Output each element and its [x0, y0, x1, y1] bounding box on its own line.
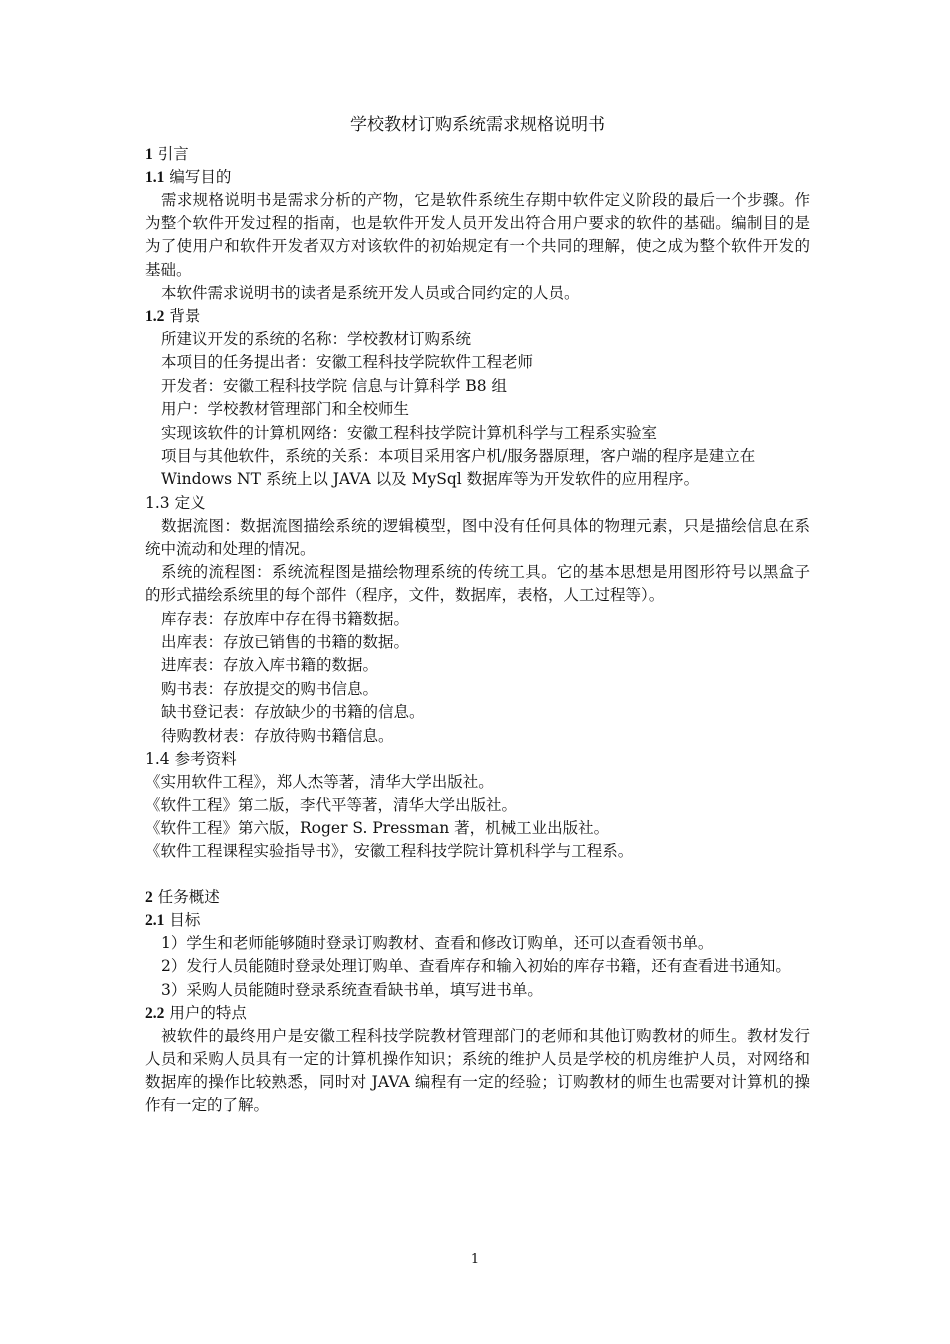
section-1-heading [145, 143, 810, 166]
section-number: 1.1 [145, 169, 165, 186]
background-item: 所建议开发的系统的名称：学校教材订购系统 [161, 330, 472, 349]
section-number: 2.2 [145, 1004, 165, 1022]
paragraph: 系统的流程图：系统流程图是描绘物理系统的传统工具。它的基本思想是用图形符号以黑盒子的形式描绘系统里的每个部件（程序，文件，数据库，表格，人工过程等）。 [145, 563, 810, 605]
background-item: 开发者：安徽工程科技学院 信息与计算科学 B8 组 [161, 376, 508, 395]
paragraph: 本软件需求说明书的读者是系统开发人员或合同约定的人员。 [161, 283, 580, 302]
section-label: 目标 [169, 911, 201, 930]
section-label: 引言 [157, 145, 189, 163]
definition-item: 缺书登记表：存放缺少的书籍的信息。 [161, 703, 425, 722]
reference-item: 《软件工程》第二版，李代平等著，清华大学出版社。 [145, 796, 518, 815]
background-item: 实现该软件的计算机网络：安徽工程科技学院计算机科学与工程系实验室 [161, 423, 658, 442]
section-label: 用户的特点 [169, 1003, 247, 1022]
document-title: 学校教材订购系统需求规格说明书 [350, 115, 605, 135]
background-item: 项目与其他软件，系统的关系：本项目采用客户机/服务器原理，客户端的程序是建立在 [161, 447, 756, 466]
definition-item: 出库表：存放已销售的书籍的数据。 [161, 633, 410, 652]
section-label: 背景 [169, 307, 201, 326]
section-2-1-heading [145, 909, 810, 932]
section-2-heading [145, 886, 810, 909]
background-item: 用户：学校教材管理部门和全校师生 [161, 400, 410, 419]
definition-item: 库存表：存放库中存在得书籍数据。 [161, 609, 410, 628]
goal-item: 3）采购人员能随时登录系统查看缺书单，填写进书单。 [161, 980, 543, 999]
section-number: 2 [145, 889, 153, 907]
section-number: 1.2 [145, 308, 165, 326]
definition-item: 购书表：存放提交的购书信息。 [161, 679, 379, 698]
section-number: 2.1 [145, 912, 165, 930]
section-label: 任务概述 [157, 888, 220, 907]
section-label: 编写目的 [169, 168, 232, 186]
reference-item: 《软件工程课程实验指导书》，安徽工程科技学院计算机科学与工程系。 [145, 842, 634, 861]
section-1-3-heading: 1.3 定义 [145, 493, 206, 512]
definition-item: 进库表：存放入库书籍的数据。 [161, 656, 379, 675]
section-number: 1 [145, 146, 153, 163]
page-number: 1 [470, 1252, 480, 1267]
goal-item: 1）学生和老师能够随时登录订购教材、查看和修改订购单，还可以查看领书单。 [161, 934, 714, 953]
paragraph: 数据流图：数据流图描绘系统的逻辑模型，图中没有任何具体的物理元素，只是描绘信息在系统中流动和处理的情况。 [145, 516, 810, 559]
paragraph: 需求规格说明书是需求分析的产物，它是软件系统生存期中软件定义阶段的最后一个步骤。作为整个软件开发过程的指南，也是软件开发人员开发出符合用户要求的软件的基础。编制目的是为了使用户和软件开发者双方对该软件的初始规定有一个共同的理解，使之成为整个软件开发的基础。 [145, 191, 810, 279]
background-item: 本项目的任务提出者：安徽工程科技学院软件工程老师 [161, 353, 534, 372]
section-1-2-heading [145, 305, 810, 328]
reference-item: 《实用软件工程》，郑人杰等著，清华大学出版社。 [145, 773, 494, 792]
document-body [145, 113, 810, 1118]
section-1-4-heading: 1.4 参考资料 [145, 750, 237, 769]
section-2-2-heading [145, 1002, 810, 1025]
reference-item: 《软件工程》第六版，Roger S. Pressman 著，机械工业出版社。 [145, 819, 610, 838]
definition-item: 待购教材表：存放待购书籍信息。 [161, 726, 394, 745]
background-item: Windows NT 系统上以 JAVA 以及 MySql 数据库等为开发软件的应用程序。 [161, 470, 700, 489]
section-1-1-heading [145, 166, 810, 189]
paragraph: 被软件的最终用户是安徽工程科技学院教材管理部门的老师和其他订购教材的师生。教材发行人员和采购人员具有一定的计算机操作知识；系统的维护人员是学校的机房维护人员，对网络和数据库的操作比较熟悉，同时对 JAVA 编程有一定的经验；订购教材的师生也需要对计算机的操作有一定的了解。 [145, 1026, 810, 1115]
goal-item: 2）发行人员能随时登录处理订购单、查看库存和输入初始的库存书籍，还有查看进书通知。 [161, 957, 791, 976]
